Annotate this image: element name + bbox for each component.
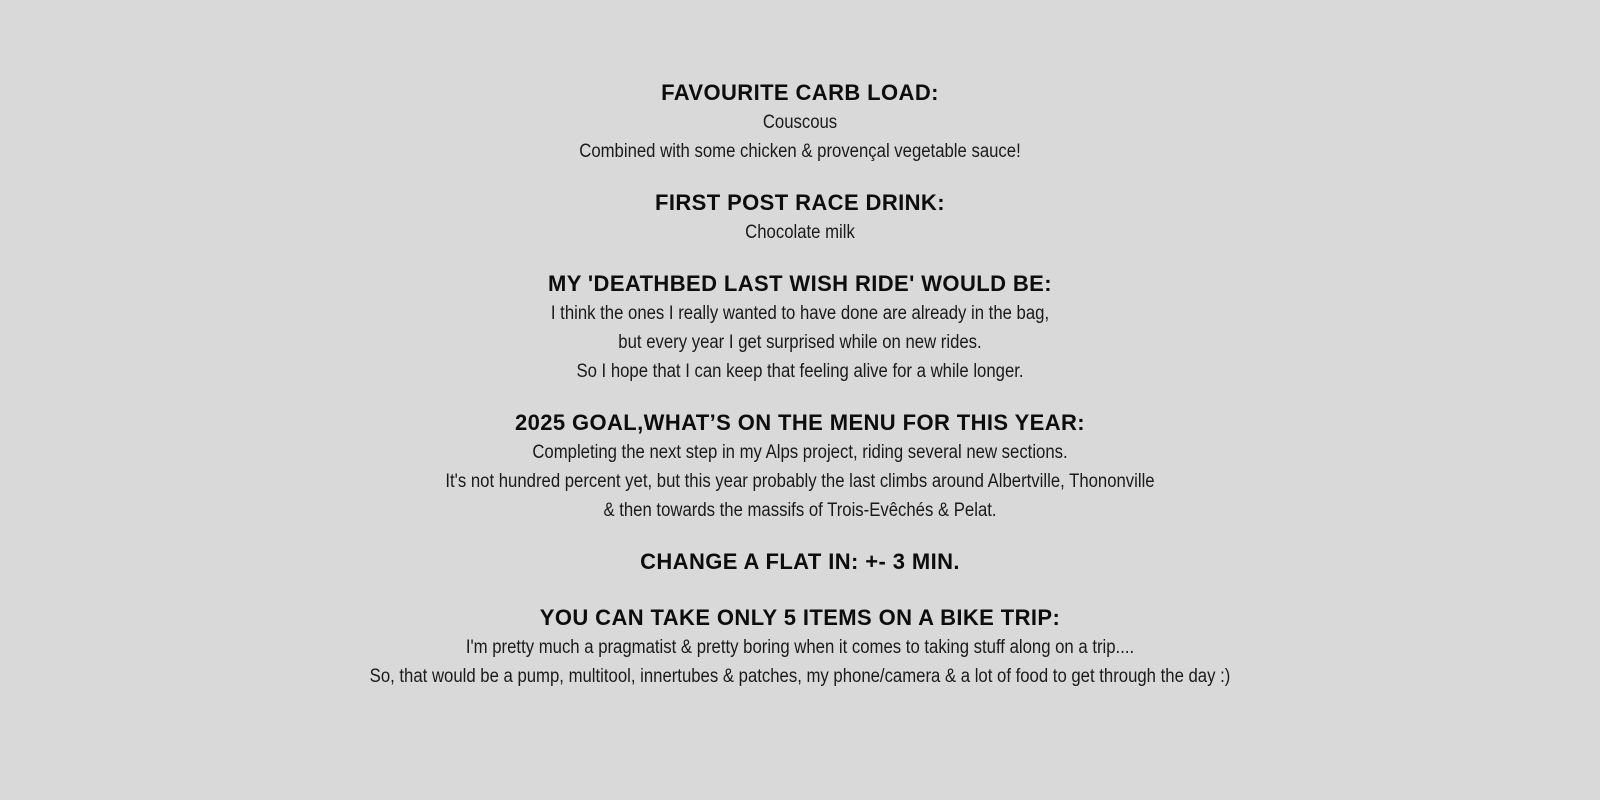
answer-line: Couscous [762, 112, 838, 133]
section-deathbed-ride [0, 269, 1600, 386]
answer-line: Combined with some chicken & provençal vegetable sauce! [579, 141, 1021, 162]
section-heading: YOU CAN TAKE ONLY 5 ITEMS ON A BIKE TRIP: [539, 605, 1061, 630]
section-change-a-flat [0, 547, 1600, 577]
section-first-post-race-drink [0, 188, 1600, 247]
section-heading: FAVOURITE CARB LOAD: [661, 80, 939, 105]
answer-line: Chocolate milk [745, 222, 855, 243]
answer-line: I'm pretty much a pragmatist & pretty boring when it comes to taking stuff along on a trip.... [465, 637, 1135, 658]
qa-document [0, 78, 1600, 691]
section-heading: CHANGE A FLAT IN: +- 3 MIN. [640, 549, 960, 574]
section-heading: 2025 GOAL,WHAT’S ON THE MENU FOR THIS YEAR: [514, 410, 1086, 435]
answer-line: & then towards the massifs of Trois-Evêchés & Pelat. [603, 500, 997, 521]
answer-line: but every year I get surprised while on new rides. [618, 332, 982, 353]
section-favourite-carb-load [0, 78, 1600, 166]
section-2025-goal [0, 408, 1600, 525]
section-five-items [0, 603, 1600, 691]
answer-line: So I hope that I can keep that feeling alive for a while longer. [576, 361, 1024, 382]
answer-line: Completing the next step in my Alps project, riding several new sections. [532, 442, 1068, 463]
answer-line: I think the ones I really wanted to have done are already in the bag, [550, 303, 1050, 324]
answer-line: It's not hundred percent yet, but this year probably the last climbs around Albertville, Thononville [445, 471, 1155, 492]
section-heading: MY 'DEATHBED LAST WISH RIDE' WOULD BE: [548, 271, 1052, 296]
answer-line: So, that would be a pump, multitool, innertubes & patches, my phone/camera & a lot of food to get through the day :) [369, 666, 1231, 687]
section-heading: FIRST POST RACE DRINK: [655, 190, 945, 215]
